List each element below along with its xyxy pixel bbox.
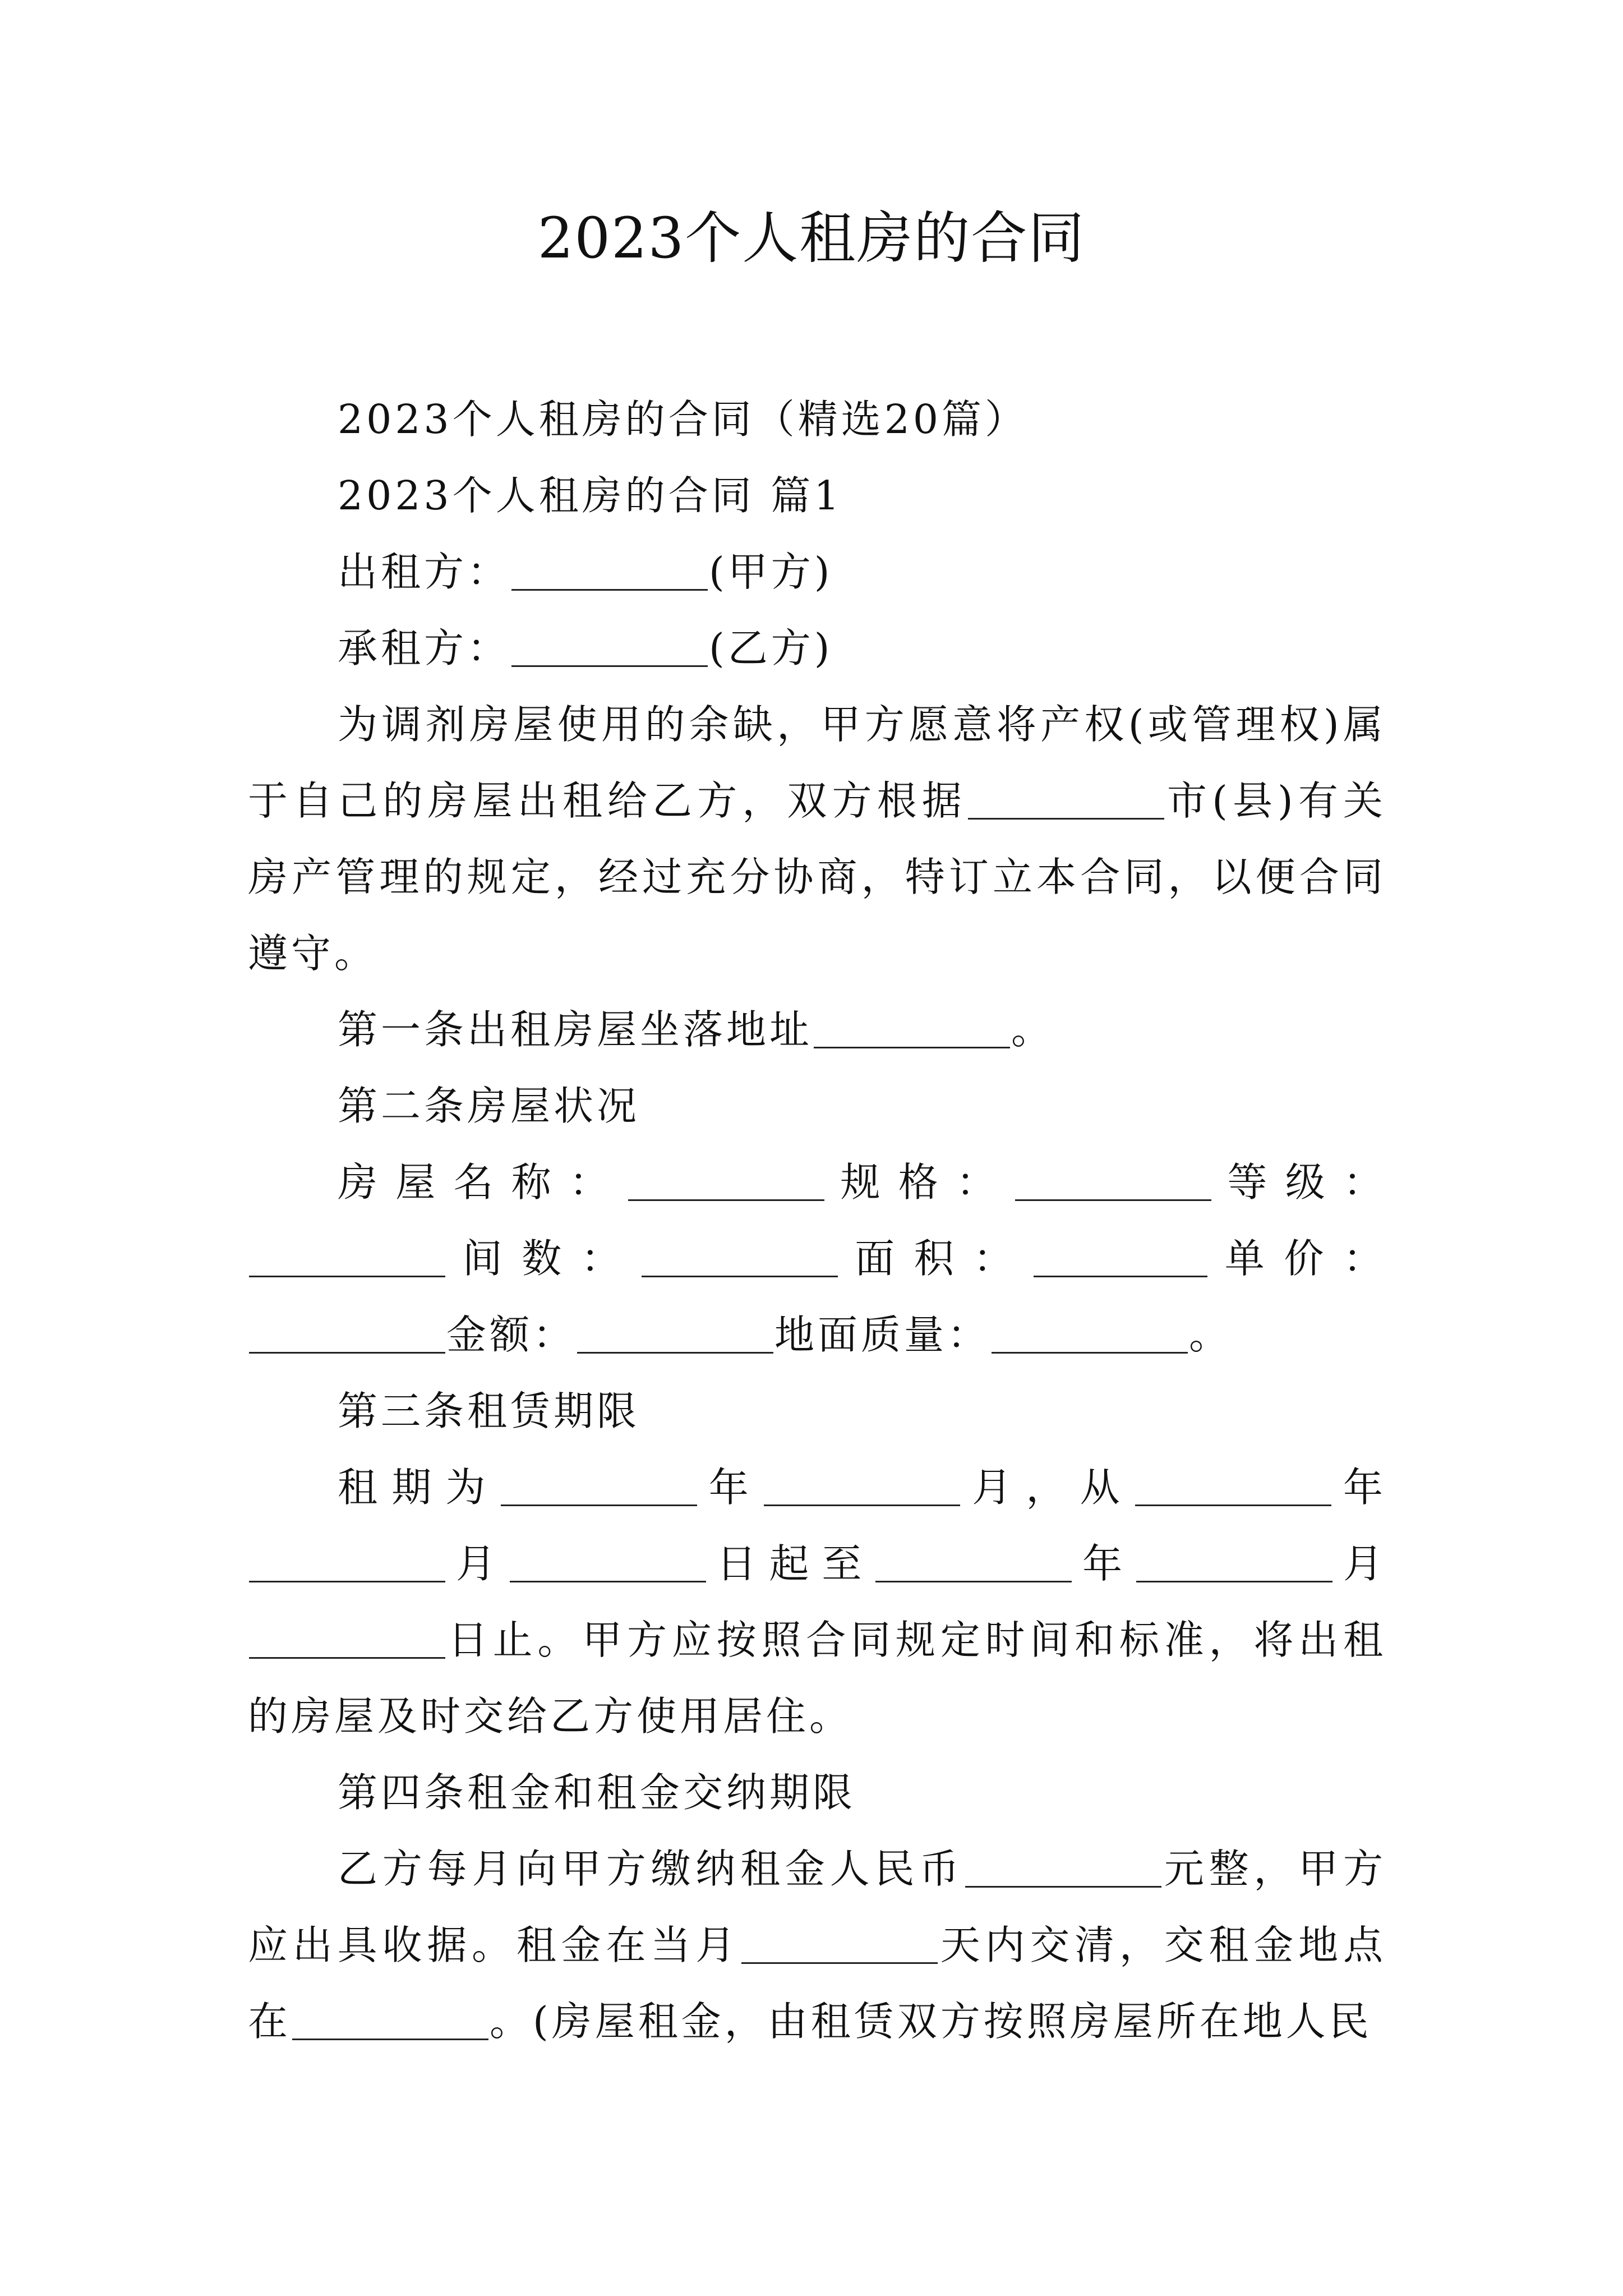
grade-label: 等级： <box>1212 1159 1386 1205</box>
term-prefix: 租期为 <box>338 1464 500 1511</box>
rent-part2: 元整，甲方应出具收据。租金在当月 <box>248 1846 1386 1968</box>
end-day-blank <box>249 1617 445 1659</box>
end-month-label: 月 <box>1334 1540 1386 1587</box>
area-blank <box>1034 1236 1207 1277</box>
amount-blank <box>577 1312 773 1354</box>
day-end-text: 日止。甲方应按照合同规定时间和标准，将出租的房屋及时交给乙方使用居住。 <box>248 1617 1386 1740</box>
term-year: 年 <box>698 1464 763 1511</box>
start-year-label: 年 <box>1332 1464 1386 1511</box>
floor-blank <box>992 1312 1188 1354</box>
lessor-suffix: (甲方) <box>709 549 833 595</box>
start-month-blank <box>249 1541 445 1582</box>
rent-days-blank <box>741 1922 938 1964</box>
article4-heading: 第四条租金和租金交纳期限 <box>338 1769 856 1816</box>
intro-paragraph <box>248 687 1386 992</box>
lessor-label: 出租方： <box>338 549 511 595</box>
article1-text: 第一条出租房屋坐落地址 <box>338 1006 813 1053</box>
end-year-blank <box>875 1541 1072 1582</box>
article3-heading: 第三条租赁期限 <box>338 1388 640 1434</box>
intro-part1: 为调剂房屋使用的余缺，甲方愿意将产权(或管理权)属于自己的房屋出租给乙方，双方根据 <box>248 701 1386 824</box>
end-month-blank <box>1136 1541 1332 1582</box>
rooms-blank <box>642 1236 838 1277</box>
price-label: 单价： <box>1209 1235 1386 1282</box>
rent-amount-blank <box>965 1846 1161 1888</box>
lessee-suffix: (乙方) <box>709 625 833 671</box>
amount-label: 金额： <box>446 1312 577 1358</box>
house-name-label: 房屋名称： <box>338 1159 628 1205</box>
spec-label: 规格： <box>826 1159 1015 1205</box>
end-year-label: 年 <box>1073 1540 1136 1587</box>
area-label: 面积： <box>838 1235 1033 1282</box>
rent-part3: 天内交清，交租金地点在 <box>248 1922 1386 2045</box>
document-body <box>248 381 1386 2060</box>
rooms-label: 间数： <box>446 1235 640 1282</box>
start-day-blank <box>510 1541 706 1582</box>
lessee-line <box>248 610 1386 687</box>
spec-blank <box>1015 1159 1211 1201</box>
address-blank <box>814 1007 1010 1048</box>
document-title: 2023个人租房的合同 <box>537 205 1086 271</box>
lessee-label: 承租方： <box>338 625 511 671</box>
house-name-blank <box>628 1159 824 1201</box>
price-blank <box>249 1312 445 1354</box>
term-months-blank <box>764 1465 960 1506</box>
lessee-blank <box>511 625 708 667</box>
floor-label: 地面质量： <box>774 1312 991 1358</box>
intro-part2: 市(县)有关房产管理的规定，经过充分协商，特订立本合同，以便合同遵守。 <box>248 777 1386 977</box>
start-year-blank <box>1135 1465 1331 1506</box>
article2-heading: 第二条房屋状况 <box>338 1083 640 1129</box>
term-month-from: 月，从 <box>961 1464 1134 1511</box>
lessor-line <box>248 534 1386 610</box>
city-blank <box>968 778 1164 820</box>
subtitle: 2023个人租房的合同（精选20篇） <box>338 396 1029 443</box>
rent-place-blank <box>292 1999 488 2040</box>
grade-blank <box>249 1236 445 1277</box>
article1 <box>248 992 1386 1068</box>
day-from-label: 日起至 <box>707 1540 875 1587</box>
article3-term <box>248 1450 1386 1755</box>
section-heading: 2023个人租房的合同 篇1 <box>338 472 843 519</box>
rent-part1: 乙方每月向甲方缴纳租金人民币 <box>338 1846 965 1892</box>
lessor-blank <box>511 549 708 591</box>
rent-part4: 。(房屋租金，由租赁双方按照房屋所在地人民 <box>490 1998 1372 2045</box>
article2-end: 。 <box>1189 1312 1233 1358</box>
term-years-blank <box>501 1465 697 1506</box>
article4-text <box>248 1831 1386 2060</box>
start-month-label: 月 <box>446 1540 509 1587</box>
article1-end: 。 <box>1011 1006 1055 1053</box>
article2-details <box>248 1144 1386 1373</box>
